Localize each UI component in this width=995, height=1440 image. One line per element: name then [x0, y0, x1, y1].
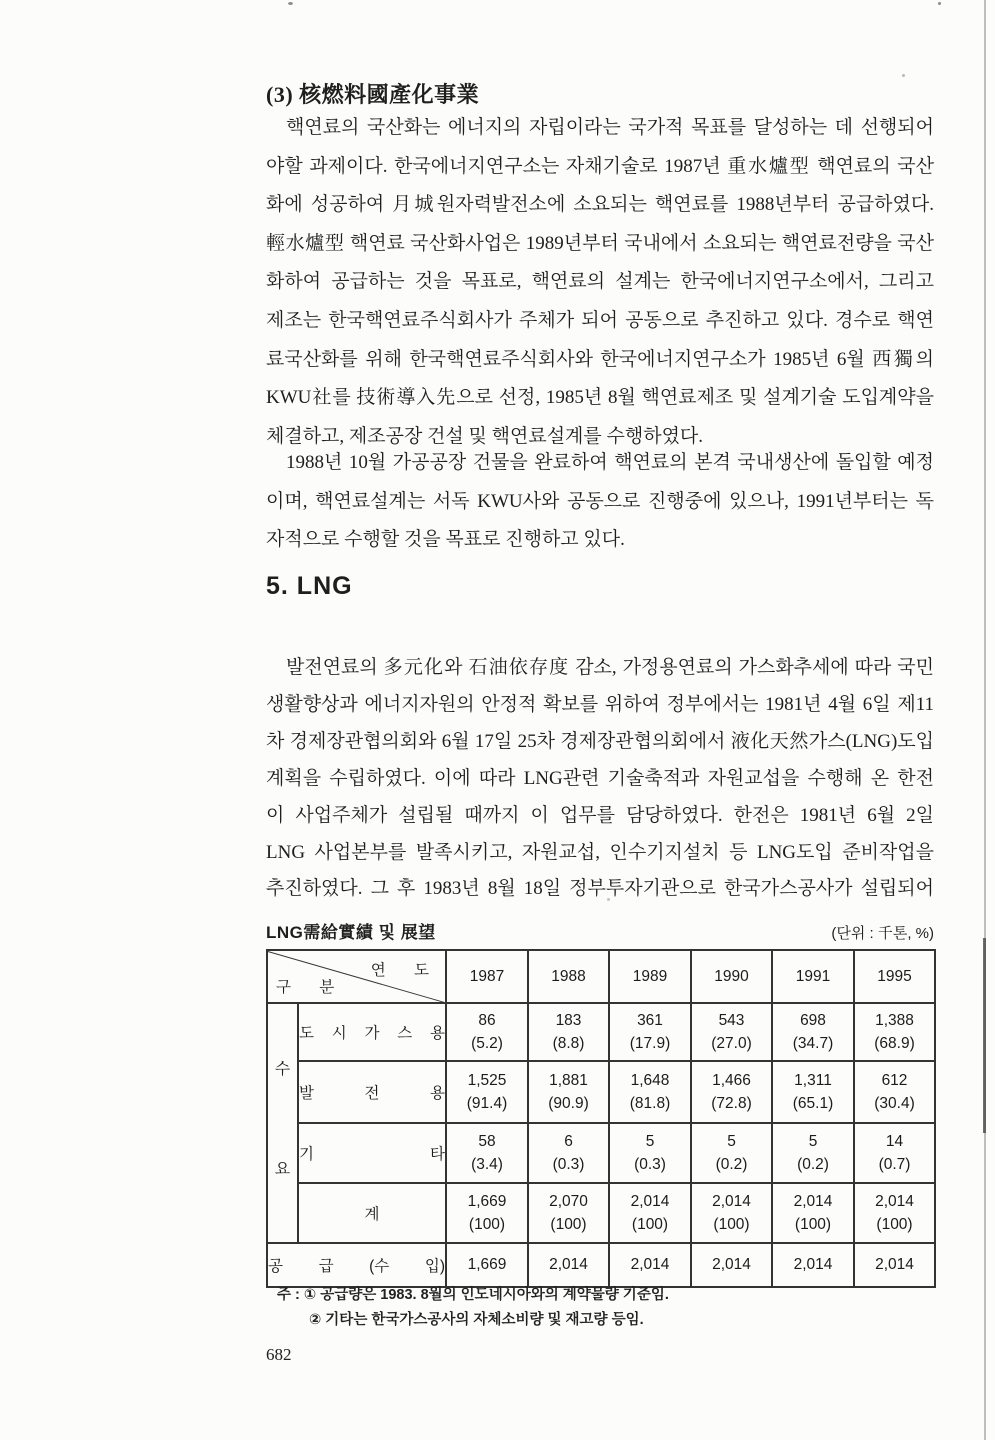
- table-cell: 612 (30.4): [854, 1061, 935, 1123]
- body-line: 발전연료의 多元化와 石油依存度 감소, 가정용연료의 가스화추세에 따라 국민: [286, 657, 934, 678]
- body-line: KWU社를 技術導入先으로 선정, 1985년 8월 핵연료제조 및 설계기술 도입계약을: [266, 387, 934, 409]
- table-cell: 1,388 (68.9): [854, 1003, 935, 1061]
- table-unit-label: (단위 : 千톤, %): [831, 925, 934, 942]
- table-cell: 5 (0.2): [691, 1123, 772, 1183]
- section-3-paragraph-2: [266, 444, 934, 560]
- table-cell: 2,014 (100): [772, 1183, 854, 1243]
- body-line: 료국산화를 위해 한국핵연료주식회사와 한국에너지연구소가 1985년 6월 西獨의: [266, 348, 934, 370]
- table-cell: 2,014 (100): [609, 1183, 691, 1243]
- lng-supply-demand-table: [266, 949, 936, 1288]
- body-line: 화에 성공하여 月城원자력발전소에 소요되는 핵연료를 1988년부터 공급하였다.: [266, 194, 934, 216]
- table-cell: 2,014: [854, 1243, 935, 1287]
- scan-speck: [288, 2, 293, 5]
- table-cell: 1,648 (81.8): [609, 1061, 691, 1123]
- demand-label-bottom: 요: [274, 1161, 291, 1179]
- table-cell: 58 (3.4): [446, 1123, 528, 1183]
- table-cell: 1,881 (90.9): [528, 1061, 609, 1123]
- body-line: 계획을 수립하였다. 이에 따라 LNG관련 기술축적과 자원교섭을 수행해 온 한전: [266, 767, 934, 789]
- body-line: 자적으로 수행할 것을 목표로 진행하고 있다.: [266, 529, 625, 551]
- table-cell: 2,070 (100): [528, 1183, 609, 1243]
- row-label-powergen: 발 전 용: [298, 1061, 446, 1123]
- body-line: 차 경제장관협의회와 6월 17일 25차 경제장관협의회에서 液化天然가스(LNG)도입: [266, 730, 934, 752]
- table-cell: 86 (5.2): [446, 1003, 528, 1061]
- row-label-citygas: 도 시 가 스 용: [298, 1003, 446, 1061]
- table-cell: 5 (0.3): [609, 1123, 691, 1183]
- page-edge-line: [984, 0, 986, 1440]
- table-cell: 2,014: [528, 1243, 609, 1287]
- table-cell: 5 (0.2): [772, 1123, 854, 1183]
- corner-year-label: 연 도: [370, 962, 429, 979]
- year-header: 1990: [691, 950, 772, 1003]
- table-cell: 2,014: [609, 1243, 691, 1287]
- table-cell: 14 (0.7): [854, 1123, 935, 1183]
- body-line: 이며, 핵연료설계는 서독 KWU사와 공동으로 진행중에 있으나, 1991년부터는 독: [266, 490, 934, 512]
- row-label-others: 기 타: [298, 1123, 446, 1183]
- year-header: 1989: [609, 950, 691, 1003]
- body-line: 이 사업주체가 설립될 때까지 이 업무를 담당하였다. 한전은 1981년 6월 2일: [266, 804, 934, 826]
- table-title: LNG需給實績 및 展望: [266, 923, 436, 942]
- body-line: 추진하였다. 그 후 1983년 8월 18일 정부투자기관으로 한국가스공사가 설립되어: [266, 878, 934, 900]
- row-label-total: 계: [298, 1183, 446, 1243]
- year-header: 1991: [772, 950, 854, 1003]
- year-header: 1995: [854, 950, 935, 1003]
- body-line: 체결하고, 제조공장 건설 및 핵연료설계를 수행하였다.: [266, 425, 704, 447]
- section-5-paragraph-1: [266, 650, 934, 908]
- body-line: 야할 과제이다. 한국에너지연구소는 자채기술로 1987년 重水爐型 핵연료의 국산: [266, 155, 934, 177]
- body-line: LNG 사업본부를 발족시키고, 자원교섭, 인수기지설치 등 LNG도입 준비작업을: [266, 841, 934, 863]
- page-edge-shadow: [983, 938, 986, 1133]
- table-cell: 1,669: [446, 1243, 528, 1287]
- table-cell: 2,014 (100): [691, 1183, 772, 1243]
- year-header: 1988: [528, 950, 609, 1003]
- section-3-paragraph-1: [266, 109, 934, 456]
- table-cell: 2,014 (100): [854, 1183, 935, 1243]
- table-cell: 1,669 (100): [446, 1183, 528, 1243]
- table-cell: 1,311 (65.1): [772, 1061, 854, 1123]
- table-note-1: 주 : ① 공급량은 1983. 8월의 인도네시아와의 계약물량 기준임.: [277, 1287, 669, 1303]
- scan-speck: [902, 74, 905, 77]
- table-cell: 6 (0.3): [528, 1123, 609, 1183]
- table-cell: 361 (17.9): [609, 1003, 691, 1061]
- body-line: 핵연료의 국산화는 에너지의 자립이라는 국가적 목표를 달성하는 데 선행되어: [286, 117, 934, 138]
- scan-speck: [938, 2, 941, 5]
- table-cell: 1,525 (91.4): [446, 1061, 528, 1123]
- table-cell: 2,014: [691, 1243, 772, 1287]
- body-line: 화하여 공급하는 것을 목표로, 핵연료의 설계는 한국에너지연구소에서, 그리고: [266, 271, 934, 293]
- table-cell: 183 (8.8): [528, 1003, 609, 1061]
- body-line: 제조는 한국핵연료주식회사가 주체가 되어 공동으로 추진하고 있다. 경수로 핵연: [266, 309, 934, 331]
- table-cell: 543 (27.0): [691, 1003, 772, 1061]
- body-line: 輕水爐型 핵연료 국산화사업은 1989년부터 국내에서 소요되는 핵연료전량을 국산: [266, 232, 934, 254]
- section-3-heading: (3) 核燃料國產化事業: [266, 82, 480, 107]
- demand-group-cell: [267, 1003, 298, 1243]
- demand-label-top: 수: [274, 1061, 291, 1079]
- body-line: 생활향상과 에너지자원의 안정적 확보를 위하여 정부에서는 1981년 4월 6일 제11: [266, 693, 934, 715]
- year-header: 1987: [446, 950, 528, 1003]
- table-cell: 1,466 (72.8): [691, 1061, 772, 1123]
- body-line: 1988년 10월 가공공장 건물을 완료하여 핵연료의 본격 국내생산에 돌입할 예정: [286, 452, 934, 473]
- page-number: 682: [266, 1345, 292, 1364]
- table-note-2: ② 기타는 한국가스공사의 자체소비량 및 재고량 등임.: [309, 1312, 644, 1328]
- section-5-heading: 5. LNG: [266, 572, 353, 600]
- row-label-supply-import: 공 급 (수 입): [267, 1243, 446, 1287]
- corner-category-label: 구 분: [276, 979, 335, 996]
- table-cell: 2,014: [772, 1243, 854, 1287]
- corner-header-cell: [267, 950, 446, 1003]
- table-cell: 698 (34.7): [772, 1003, 854, 1061]
